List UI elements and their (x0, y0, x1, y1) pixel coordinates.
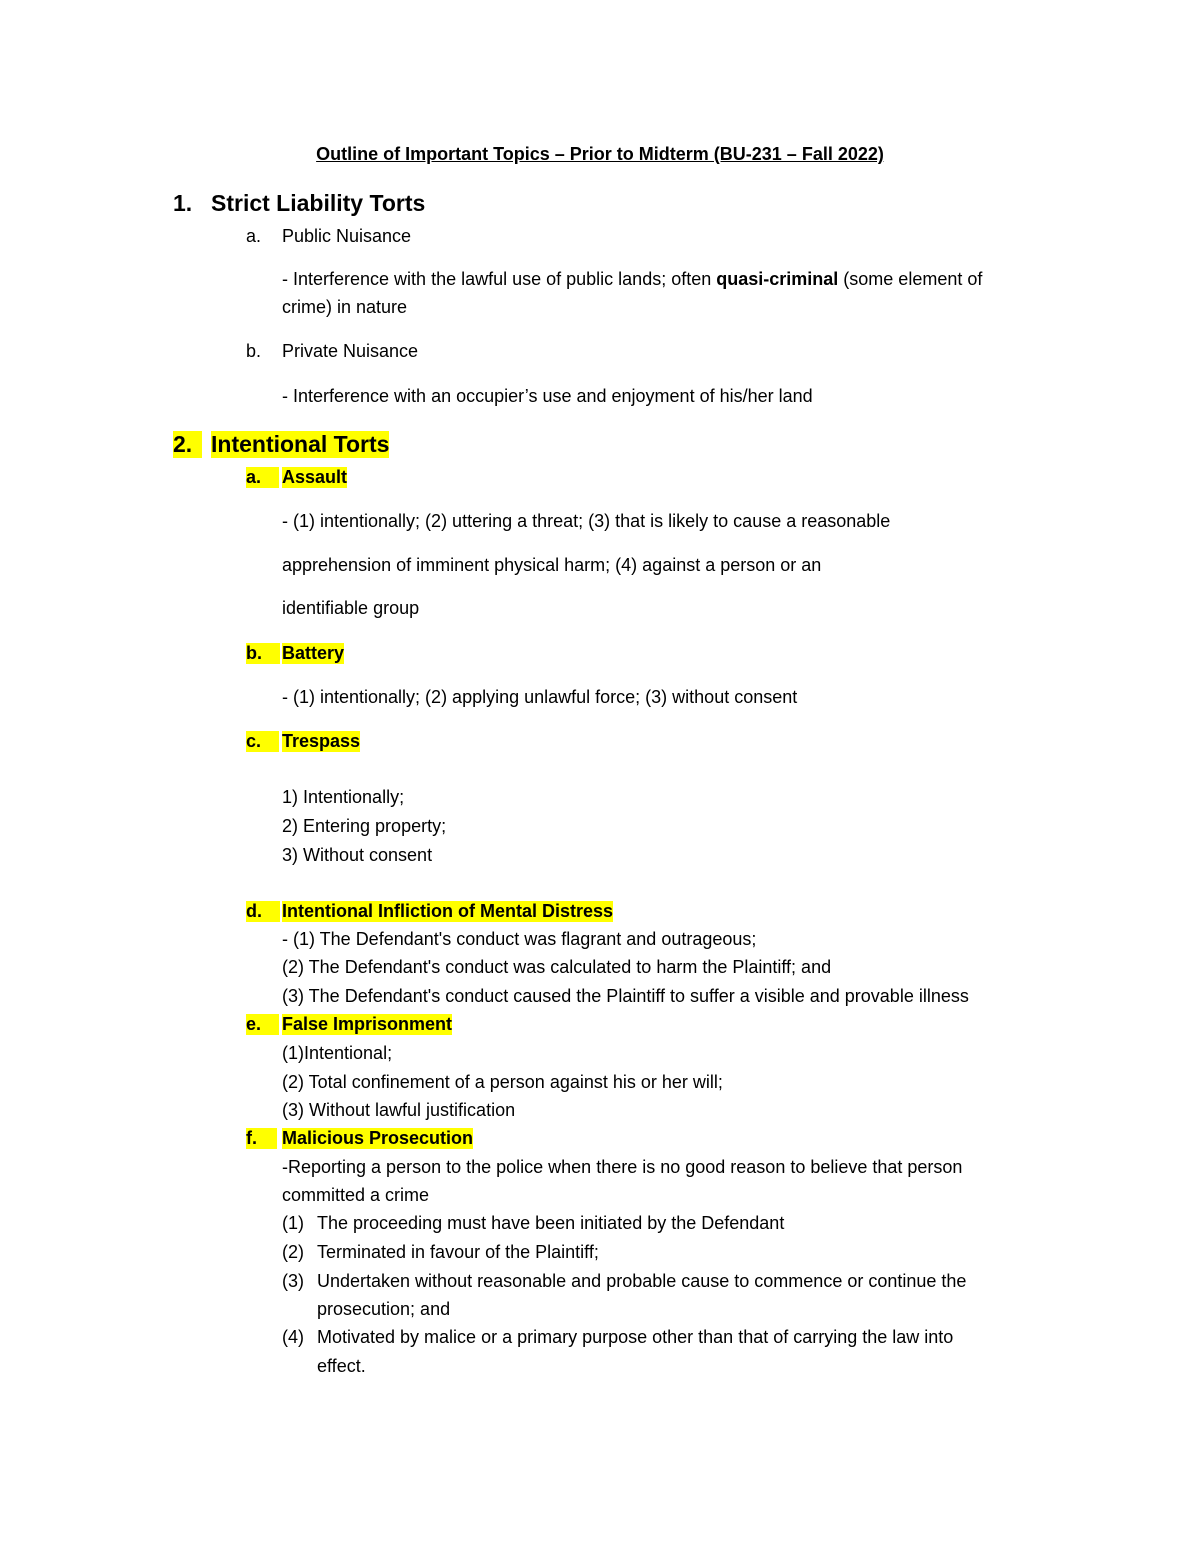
item-2a-label: Assault (282, 467, 348, 487)
point-4-line2: effect. (317, 1356, 366, 1376)
section-2-heading: Intentional Torts (211, 431, 390, 457)
section-1-heading: Strict Liability Torts (211, 190, 426, 216)
item-2f-intro-line2: committed a crime (282, 1185, 430, 1205)
section-1-number: 1. (173, 190, 193, 216)
item-2b-letter: b. (246, 643, 280, 664)
item-2a-line2: apprehension of imminent physical harm; (4) against a person or an (282, 555, 822, 575)
item-2d-letter: d. (246, 901, 280, 922)
item-2a-line1: - (1) intentionally; (2) uttering a threat; (3) that is likely to cause a reasonable (282, 511, 891, 531)
point-1-line1: The proceeding must have been initiated by the Defendant (317, 1213, 785, 1233)
point-3-line2: prosecution; and (317, 1299, 451, 1319)
item-1b-label: Private Nuisance (282, 341, 419, 361)
item-2a-letter: a. (246, 467, 279, 488)
item-2e-label: False Imprisonment (282, 1014, 453, 1034)
item-2f-letter: f. (246, 1128, 277, 1149)
item-2d-line1: - (1) The Defendant's conduct was flagrant and outrageous; (282, 929, 757, 949)
item-2b-label: Battery (282, 643, 345, 663)
item-2f-intro-line1: -Reporting a person to the police when there is no good reason to believe that person (282, 1157, 963, 1177)
item-2c-line1: 1) Intentionally; (282, 787, 405, 807)
item-1a-line1: - Interference with the lawful use of public lands; often quasi-criminal (some element of (282, 269, 983, 289)
item-2c-letter: c. (246, 731, 279, 752)
point-4-line1: Motivated by malice or a primary purpose other than that of carrying the law into (317, 1327, 954, 1347)
point-3-number: (3) (282, 1271, 304, 1291)
point-2-line1: Terminated in favour of the Plaintiff; (317, 1242, 599, 1262)
item-2f-label: Malicious Prosecution (282, 1128, 474, 1148)
item-1a-letter: a. (246, 226, 262, 246)
point-2-number: (2) (282, 1242, 304, 1262)
item-2d-label: Intentional Infliction of Mental Distress (282, 901, 614, 921)
item-1a-line2: crime) in nature (282, 297, 408, 317)
item-1a-label: Public Nuisance (282, 226, 412, 246)
item-2e-line3: (3) Without lawful justification (282, 1100, 516, 1120)
point-3-line1: Undertaken without reasonable and probable cause to commence or continue the (317, 1271, 967, 1291)
document-title: Outline of Important Topics – Prior to Midterm (BU-231 – Fall 2022) (316, 144, 884, 164)
item-1b-line1: - Interference with an occupier’s use and enjoyment of his/her land (282, 386, 813, 406)
item-2c-label: Trespass (282, 731, 361, 751)
point-1-number: (1) (282, 1213, 304, 1233)
point-4-number: (4) (282, 1327, 304, 1347)
item-2e-line1: (1)Intentional; (282, 1043, 393, 1063)
item-2d-line3: (3) The Defendant's conduct caused the Plaintiff to suffer a visible and provable illness (282, 986, 969, 1006)
item-2e-line2: (2) Total confinement of a person against his or her will; (282, 1072, 723, 1092)
item-2d-line2: (2) The Defendant's conduct was calculated to harm the Plaintiff; and (282, 957, 832, 977)
item-2e-letter: e. (246, 1014, 279, 1035)
item-2b-line1: - (1) intentionally; (2) applying unlawful force; (3) without consent (282, 687, 798, 707)
item-1b-letter: b. (246, 341, 262, 361)
item-2c-line3: 3) Without consent (282, 845, 433, 865)
item-2c-line2: 2) Entering property; (282, 816, 447, 836)
section-2-number: 2. (173, 431, 202, 458)
item-2a-line3: identifiable group (282, 598, 420, 618)
